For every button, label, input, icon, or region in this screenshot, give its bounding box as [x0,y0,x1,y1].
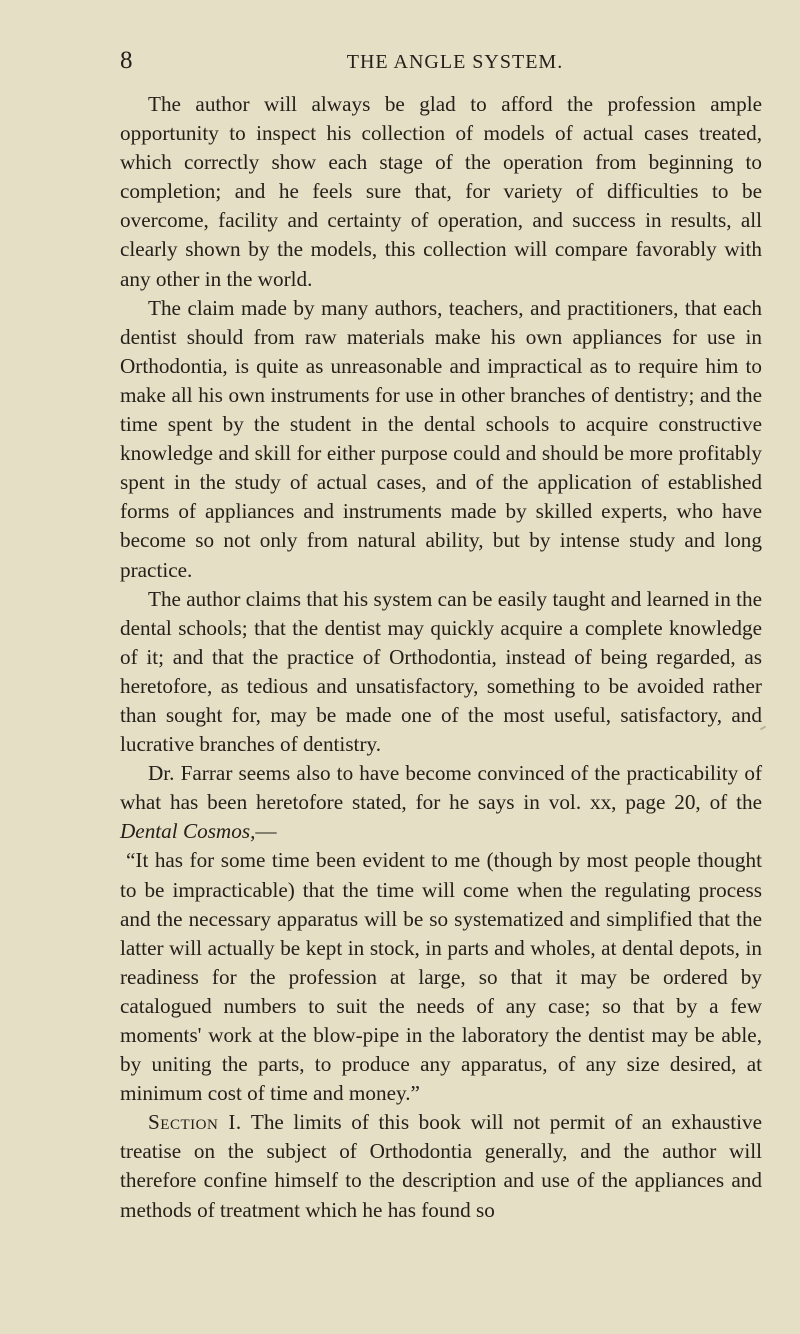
page-number: 8 [120,47,133,74]
farrar-intro-dash: — [255,819,277,844]
paragraph-appliances-claim: The claim made by many authors, teachers, and practitioners, that each dentist should from raw materials make his own appliances for use in Orthodontia, is quite as unreasonable and impractical as to require him to make all his own instruments for use in other branches of dentistry; and the time spent by the student in the dental schools to acquire constructive knowledge and skill for either purpose could and should be more profitably spent in the study of actual cases, and of the application of established forms of appliances and instruments made by skilled experts, who have become so not only from natural ability, but by intense study and long practice. [120,295,762,582]
running-title: THE ANGLE SYSTEM. [346,51,564,73]
farrar-intro-text: Dr. Farrar seems also to have become convinced of the practicability of what has been heretofore stated, for he says in vol. xx, page 20, of the [120,761,762,815]
paragraph-farrar-quote: “It has for some time been evident to me (though by most people thought to be impracticable) that the time will come when the regulating process and the necessary apparatus will be so systematized and simplified that the latter will actually be kept in stock, in parts and wholes, at dental depots, in readiness for the profession at large, so that it may be ordered by catalogued numbers to suit the needs of any case; so that by a few moments' work at the blow-pipe in the laboratory the dentist may be able, by uniting the parts, to produce any apparatus, of any size desired, at minimum cost of time and money.” [120,848,762,1106]
paragraph-collection-of-models: The author will always be glad to afford the profession ample opportunity to inspect his collection of models of actual cases treated, which correctly show each stage of the operation from beginning to completion; and he feels sure that, for variety of difficulties to be overcome, facility and certainty of operation, and success in results, all clearly shown by the models, this collection will compare favorably with any other in the world. [120,92,762,291]
paragraph-system-taught: The author claims that his system can be easily taught and learned in the dental schools; that the dentist may quickly acquire a complete knowledge of it; and that the practice of Orthodontia, instead of being regarded, as heretofore, as tedious and unsatisfactory, something to be avoided rather than sought for, may be made one of the most useful, satisfactory, and lucrative branches of dentistry. [120,586,762,757]
journal-title: Dental Cosmos, [120,819,256,844]
section-label: Section I. [148,1110,242,1135]
running-header [120,46,760,76]
paragraph-section-one [120,1108,762,1224]
body-text [120,90,762,1225]
paragraph-farrar-intro [120,759,762,846]
section-one-text: The limits of this book will not permit of an exhaustive treatise on the subject of Orthodontia generally, and the author will therefore confine himself to the description and use of the appliances and methods of treatment which he has found so [120,1110,762,1222]
